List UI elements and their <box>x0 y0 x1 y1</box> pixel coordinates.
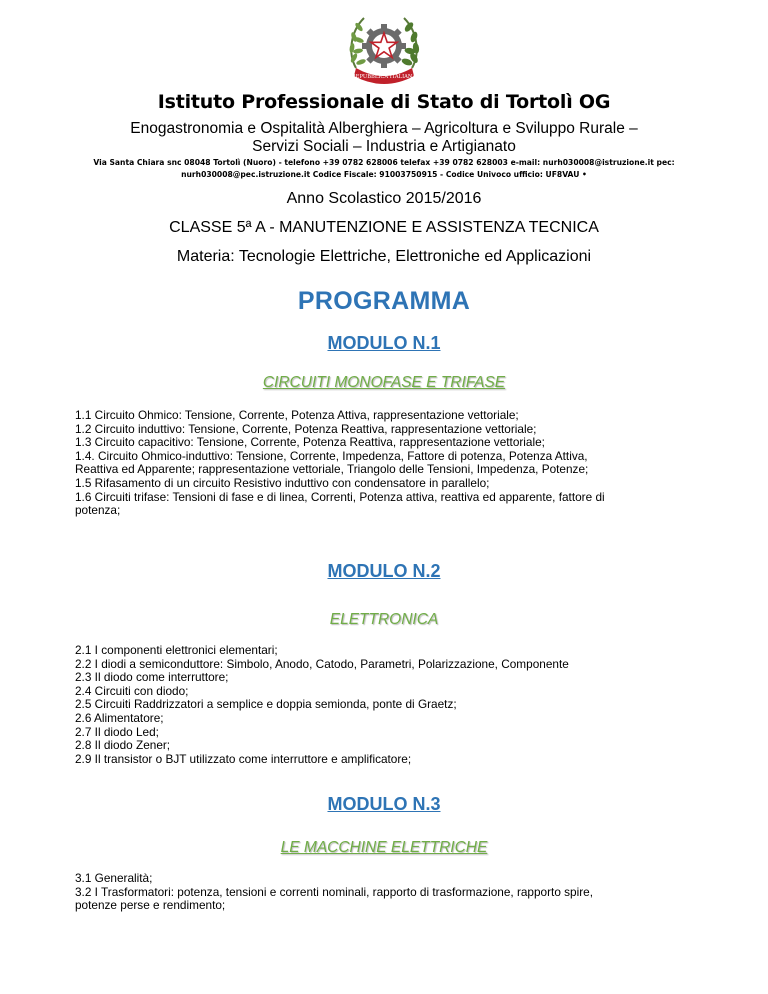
list-item: 3.1 Generalità; <box>75 871 153 885</box>
list-item: 1.5 Rifasamento di un circuito Resistivo induttivo con condensatore in parallelo; <box>75 475 490 490</box>
school-year: Anno Scolastico 2015/2016 <box>286 190 482 207</box>
module-2-list <box>75 644 695 766</box>
module-3-list <box>75 872 695 913</box>
program-title: PROGRAMMA <box>297 287 471 315</box>
list-item: 1.1 Circuito Ohmico: Tensione, Corrente, Potenza Attiva, rappresentazione vettoriale; <box>75 408 519 422</box>
list-item: 2.9 Il transistor o BJT utilizzato come interruttore e amplificatore; <box>75 751 412 766</box>
class-name: CLASSE 5ª A - MANUTENZIONE E ASSISTENZA TECNICA <box>169 219 599 236</box>
address-line-2: nurh030008@pec.istruzione.it Codice Fiscale: 91003750915 - Codice Univoco ufficio: UF8VAU • <box>181 170 587 179</box>
list-item: potenza; <box>75 503 121 518</box>
institute-address <box>30 157 738 181</box>
list-item: 2.8 Il diodo Zener; <box>75 738 171 753</box>
list-item: 2.5 Circuiti Raddrizzatori a semplice e doppia semionda, ponte di Graetz; <box>75 697 457 712</box>
list-item: 1.6 Circuiti trifase: Tensioni di fase e di linea, Correnti, Potenza attiva, reattiva ed apparente, fattore di <box>75 489 605 504</box>
module-3-subtitle: LE MACCHINE ELETTRICHE <box>280 839 488 856</box>
module-1-list <box>75 409 695 518</box>
module-1-title: MODULO N.1 <box>327 333 441 353</box>
list-item: 2.3 Il diodo come interruttore; <box>75 670 229 685</box>
subject-name: Materia: Tecnologie Elettriche, Elettroniche ed Applicazioni <box>176 248 592 265</box>
list-item: 2.7 Il diodo Led; <box>75 724 159 739</box>
module-1-subtitle: CIRCUITI MONOFASE E TRIFASE <box>262 374 506 391</box>
italian-republic-emblem-icon <box>334 6 434 90</box>
institute-courses-line-1: Enogastronomia e Ospitalità Alberghiera – Agricoltura e Sviluppo Rurale – <box>130 120 638 137</box>
emblem-ribbon-text: REPUBBLICA ITALIANA <box>351 74 417 80</box>
list-item: 2.1 I componenti elettronici elementari; <box>75 643 278 657</box>
list-item: Reattiva ed Apparente; rappresentazione vettoriale, Triangolo delle Tensioni, Impedenza, Potenze; <box>75 462 589 477</box>
address-line-1: Via Santa Chiara snc 08048 Tortolì (Nuoro) - telefono +39 0782 628006 telefax +39 0782 628003 e-mail: nurh030008@istruzione.it pec: <box>93 158 675 167</box>
list-item: 2.6 Alimentatore; <box>75 710 164 725</box>
institute-courses-line-2: Servizi Sociali – Industria e Artigianato <box>252 138 516 155</box>
list-item: 1.2 Circuito induttivo: Tensione, Corrente, Potenza Reattiva, rappresentazione vettoriale; <box>75 421 537 436</box>
institute-name: Istituto Professionale di Stato di Tortolì OG <box>157 91 611 113</box>
list-item: 1.3 Circuito capacitivo: Tensione, Corrente, Potenza Reattiva, rappresentazione vettoriale; <box>75 435 545 450</box>
list-item: potenze perse e rendimento; <box>75 898 226 913</box>
list-item: 3.2 I Trasformatori: potenza, tensioni e correnti nominali, rapporto di trasformazione, rapporto spire, <box>75 884 594 899</box>
module-2-title: MODULO N.2 <box>327 561 441 581</box>
list-item: 2.2 I diodi a semiconduttore: Simbolo, Anodo, Catodo, Parametri, Polarizzazione, Componente <box>75 656 569 671</box>
module-3-title: MODULO N.3 <box>327 794 441 814</box>
module-2-subtitle: ELETTRONICA <box>329 611 439 628</box>
list-item: 2.4 Circuiti con diodo; <box>75 683 189 698</box>
list-item: 1.4. Circuito Ohmico-induttivo: Tensione, Corrente, Impedenza, Fattore di potenza, Potenza Attiva, <box>75 448 588 463</box>
institute-courses <box>40 120 728 156</box>
